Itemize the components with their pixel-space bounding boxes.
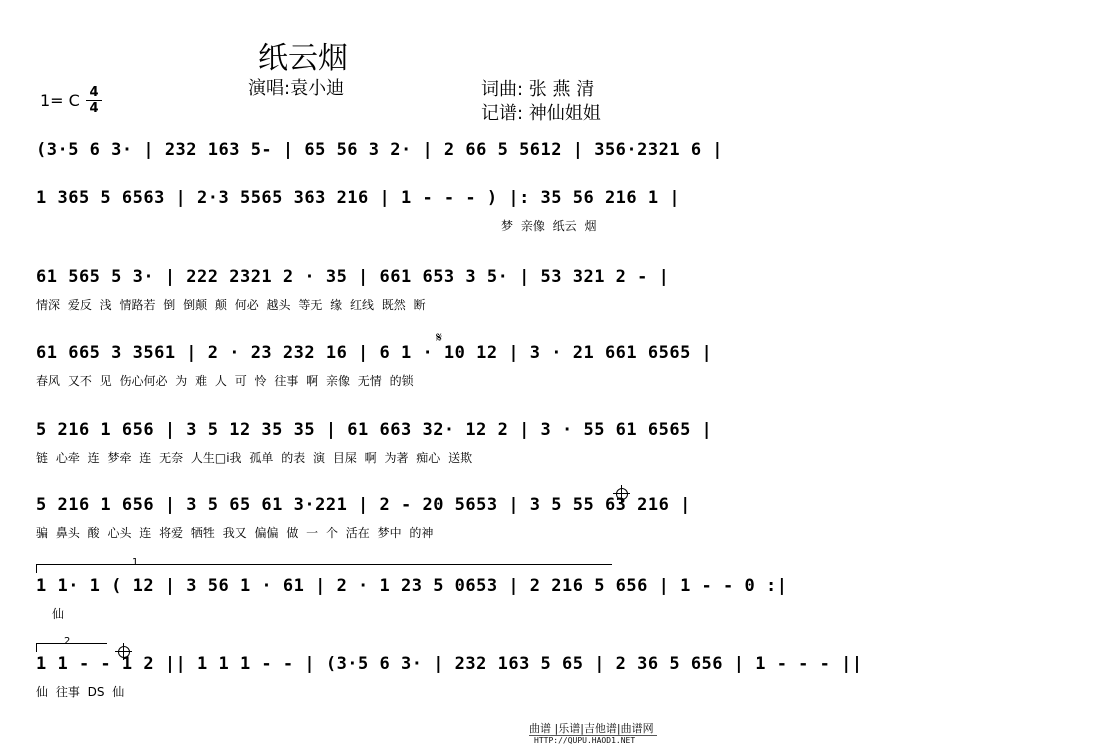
site-url: HTTP://QUPU.HAOD1.NET [534, 736, 636, 745]
first-ending-bracket [36, 564, 612, 573]
lyric-line: 骗 鼻头 酸 心头 连 将爱 牺牲 我又 偏偏 做 一 个 活在 梦中 的神 [36, 526, 434, 540]
lyric-line: 情深 爱反 浅 情路若 倒 倒颠 颠 何必 越头 等无 缘 红线 既然 断 [36, 298, 426, 312]
site-logo-text: 曲谱 |乐谱|吉他谱|曲谱网 [529, 722, 654, 735]
first-ending-label: 1 [132, 557, 139, 568]
notation-line: 5 216 1 656 | 3 5 12 35 35 | 61 663 32· 12 2 | 3 · 55 61 6565 | [36, 420, 713, 440]
segno-sign: 𝄋 [436, 330, 443, 346]
lyric-line: 梦 亲像 纸云 烟 [501, 219, 597, 233]
key-signature: 1= C [40, 91, 80, 110]
time-signature-numerator: 4 [86, 86, 102, 101]
second-ending-label: 2 [64, 636, 71, 647]
song-title: 纸云烟 [258, 41, 348, 76]
notation-line: 1 1 - - 1 2 || 1 1 1 - - | (3·5 6 3· | 232 163 5 65 | 2 36 5 656 | 1 - - - || [36, 654, 863, 674]
singer-credit: 演唱:袁小迪 [248, 78, 345, 99]
time-signature-denominator: 4 [89, 101, 99, 116]
notation-line: 1 1· 1 ( 12 | 3 56 1 · 61 | 2 · 1 23 5 0653 | 2 216 5 656 | 1 - - 0 :| [36, 576, 788, 596]
lyric-line: 仙 [52, 607, 65, 621]
notation-line: 61 565 5 3· | 222 2321 2 · 35 | 661 653 3 5· | 53 321 2 - | [36, 267, 670, 287]
transcriber-credit: 记谱: 神仙姐姐 [481, 103, 601, 125]
lyric-line: 链 心牵 连 梦牵 连 无奈 人生□i我 孤单 的表 演 目屎 啊 为著 痴心 送欺 [36, 451, 473, 465]
second-ending-bracket [36, 643, 107, 652]
notation-line: 5 216 1 656 | 3 5 65 61 3·221 | 2 - 20 5653 | 3 5 55 63 216 | [36, 495, 691, 515]
notation-line: (3·5 6 3· | 232 163 5- | 65 56 3 2· | 2 66 5 5612 | 356·2321 6 | [36, 140, 724, 160]
lyric-line: 春风 又不 见 伤心何必 为 难 人 可 怜 往事 啊 亲像 无情 的锁 [36, 374, 414, 388]
notation-line: 61 665 3 3561 | 2 · 23 232 16 | 6 1 · 10 12 | 3 · 21 661 6565 | [36, 343, 713, 363]
composer-credit: 词曲: 张 燕 清 [481, 79, 595, 100]
lyric-line: 仙 往事 DS 仙 [36, 685, 125, 699]
notation-line: 1 365 5 6563 | 2·3 5565 363 216 | 1 - - - ) |: 35 56 216 1 | [36, 188, 681, 208]
